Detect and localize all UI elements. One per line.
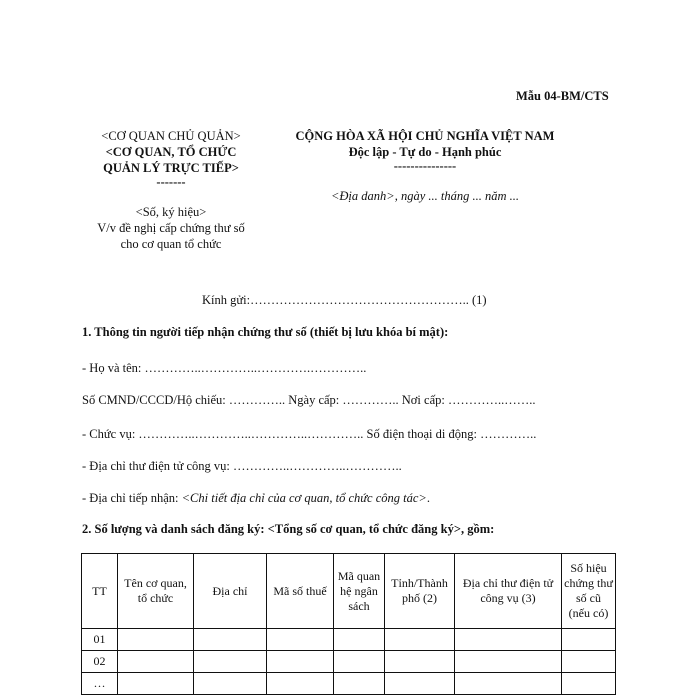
table-cell xyxy=(562,629,616,651)
nation-title: CỘNG HÒA XÃ HỘI CHỦ NGHĨA VIỆT NAM xyxy=(295,129,555,143)
table-cell xyxy=(562,651,616,673)
table-row xyxy=(82,651,616,673)
place-date: <Địa danh>, ngày ... tháng ... năm ... xyxy=(330,189,520,203)
table-cell xyxy=(118,629,194,651)
table-cell xyxy=(562,673,616,695)
header-tt: TT xyxy=(82,554,118,629)
receiving-address-line xyxy=(82,491,430,506)
table-cell xyxy=(194,673,267,695)
row-number: 02 xyxy=(82,651,118,673)
position-phone-line: - Chức vụ: …………..…………..…………..………….. Số điện thoại di động: ………….. xyxy=(82,427,537,441)
table-cell xyxy=(334,651,385,673)
addressee-line: Kính gửi:…………………………………………….. (1) xyxy=(202,293,487,307)
table-cell xyxy=(194,629,267,651)
subject-line1: V/v đề nghị cấp chứng thư số xyxy=(97,221,245,235)
nation-motto: Độc lập - Tự do - Hạnh phúc xyxy=(348,145,502,159)
table-cell xyxy=(455,673,562,695)
table-cell xyxy=(267,673,334,695)
table-cell xyxy=(455,651,562,673)
header-email: Địa chỉ thư điện tử công vụ (3) xyxy=(455,554,562,629)
full-name-line: - Họ và tên: …………..…………..………….………….. xyxy=(82,361,367,375)
agency-name-line1: <CƠ QUAN, TỔ CHỨC xyxy=(105,145,237,159)
address-value: <Chi tiết địa chỉ của cơ quan, tổ chức công tác> xyxy=(181,491,427,505)
table-cell xyxy=(385,651,455,673)
header-address: Địa chỉ xyxy=(194,554,267,629)
table-cell xyxy=(334,673,385,695)
reference-number: <Số, ký hiệu> xyxy=(135,205,207,219)
table-cell xyxy=(334,629,385,651)
address-label: - Địa chỉ tiếp nhận: xyxy=(82,491,182,505)
motto-divider: --------------- xyxy=(393,159,457,173)
table-cell xyxy=(118,673,194,695)
table-row xyxy=(82,673,616,695)
table-cell xyxy=(118,651,194,673)
row-number: 01 xyxy=(82,629,118,651)
email-line: - Địa chỉ thư điện tử công vụ: …………..…………..………….. xyxy=(82,459,402,473)
section2-title: 2. Số lượng và danh sách đăng ký: <Tổng số cơ quan, tổ chức đăng ký>, gồm: xyxy=(82,522,495,536)
header-budget-code: Mã quan hệ ngân sách xyxy=(334,554,385,629)
table-cell xyxy=(385,629,455,651)
subject-line2: cho cơ quan tổ chức xyxy=(120,237,222,251)
header-old-cert: Số hiệu chứng thư số cũ (nếu có) xyxy=(562,554,616,629)
header-province: Tỉnh/Thành phố (2) xyxy=(385,554,455,629)
row-number: … xyxy=(82,673,118,695)
agency-header xyxy=(76,128,266,252)
table-header-row xyxy=(82,554,616,629)
table-cell xyxy=(267,629,334,651)
header-agency-name: Tên cơ quan, tổ chức xyxy=(118,554,194,629)
registration-table xyxy=(81,553,616,695)
parent-agency: <CƠ QUAN CHỦ QUẢN> xyxy=(101,129,241,143)
table-row xyxy=(82,629,616,651)
header-tax-code: Mã số thuế xyxy=(267,554,334,629)
agency-divider: ------- xyxy=(156,175,186,189)
table-cell xyxy=(385,673,455,695)
agency-name-line2: QUẢN LÝ TRỰC TIẾP> xyxy=(103,161,239,175)
section1-title: 1. Thông tin người tiếp nhận chứng thư số (thiết bị lưu khóa bí mật): xyxy=(82,325,449,339)
form-code: Mẫu 04-BM/CTS xyxy=(516,89,609,103)
table-cell xyxy=(194,651,267,673)
address-end: . xyxy=(426,491,430,505)
id-document-line: Số CMND/CCCD/Hộ chiếu: ………….. Ngày cấp: ………….. Nơi cấp: …………..…….. xyxy=(82,393,536,407)
nation-header xyxy=(270,128,580,204)
table-cell xyxy=(267,651,334,673)
table-cell xyxy=(455,629,562,651)
